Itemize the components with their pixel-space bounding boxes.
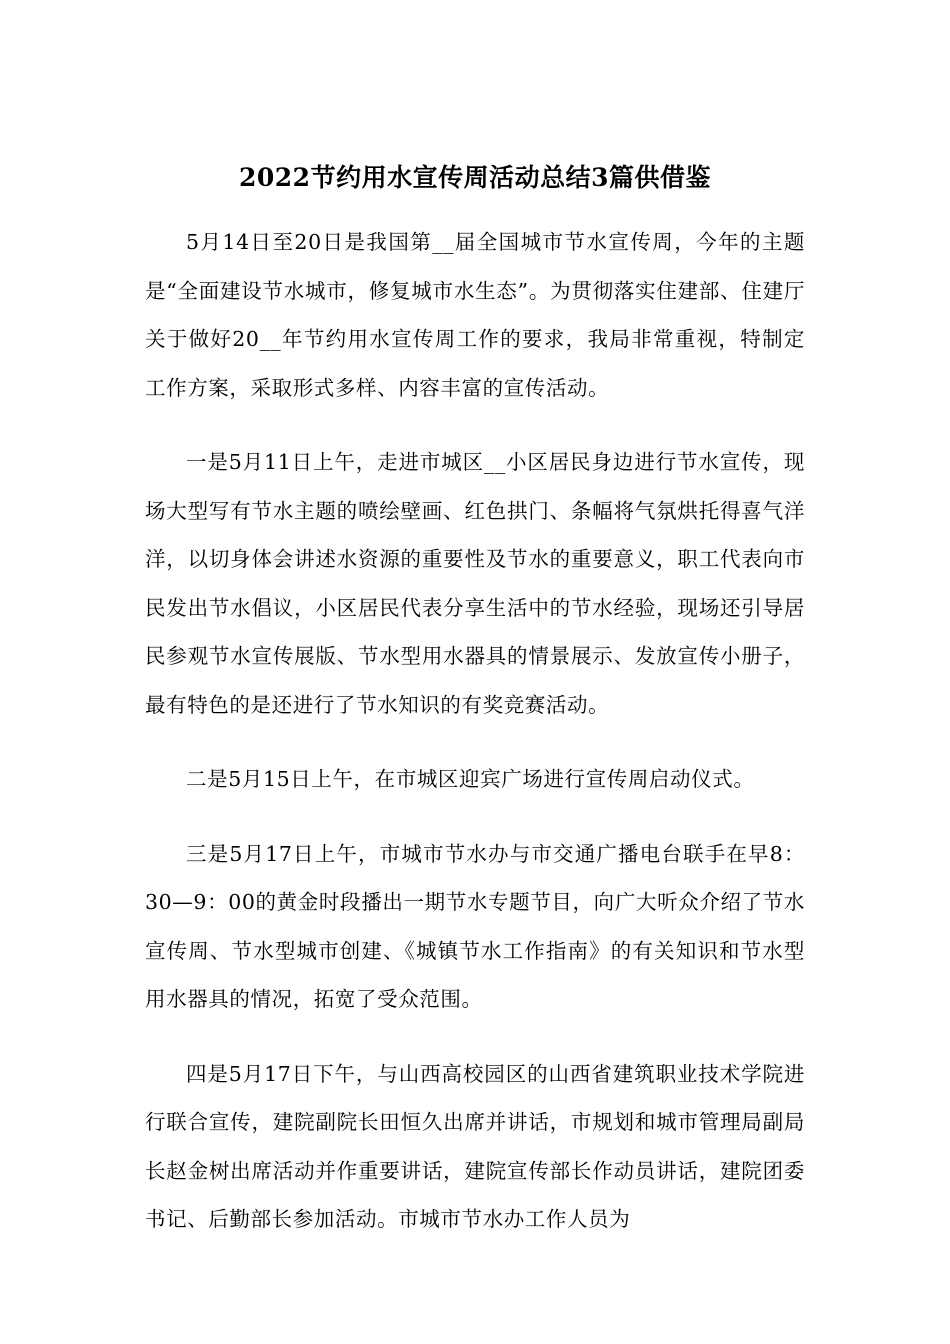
paragraph-activity-4: 四是5月17日下午，与山西高校园区的山西省建筑职业技术学院进行联合宣传，建院副院长田恒久出席并讲话，市规划和城市管理局副局长赵金树出席活动并作重要讲话，建院宣传部长作动员讲话，建院团委书记、后勤部长参加活动。市城市节水办工作人员为 (145, 1061, 805, 1231)
paragraph-intro: 5月14日至20日是我国第__届全国城市节水宣传周，今年的主题是“全面建设节水城市，修复城市水生态”。为贯彻落实住建部、住建厅关于做好20__年节约用水宣传周工作的要求，我局非常重视，特制定工作方案，采取形式多样、内容丰富的宣传活动。 (145, 230, 805, 400)
paragraph-activity-1: 一是5月11日上午，走进市城区__小区居民身边进行节水宣传，现场大型写有节水主题的喷绘壁画、红色拱门、条幅将气氛烘托得喜气洋洋，以切身体会讲述水资源的重要性及节水的重要意义，职工代表向市民发出节水倡议，小区居民代表分享生活中的节水经验，现场还引导居民参观节水宣传展版、节水型用水器具的情景展示、发放宣传小册子，最有特色的是还进行了节水知识的有奖竞赛活动。 (145, 450, 805, 717)
paragraph-activity-3: 三是5月17日上午，市城市节水办与市交通广播电台联手在早8：30—9：00的黄金时段播出一期节水专题节目，向广大听众介绍了节水宣传周、节水型城市创建、《城镇节水工作指南》的有关知识和节水型用水器具的情况，拓宽了受众范围。 (145, 841, 805, 1011)
paragraph-activity-2: 二是5月15日上午，在市城区迎宾广场进行宣传周启动仪式。 (186, 767, 755, 791)
document-title: 2022节约用水宣传周活动总结3篇供借鉴 (239, 163, 711, 192)
document-body (145, 218, 805, 1270)
